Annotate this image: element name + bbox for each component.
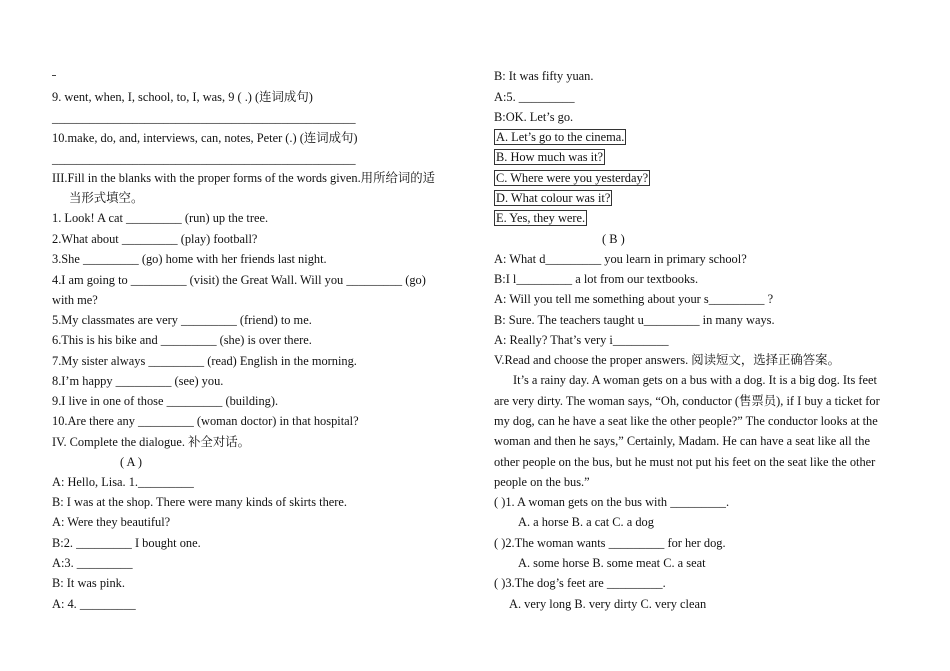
fill-item: 1. Look! A cat _________ (run) up the tree.: [52, 211, 269, 225]
dialogue-b-line: A: Really? That’s very i_________: [494, 333, 669, 347]
fill-item: 6.This is his bike and _________ (she) is over there.: [52, 333, 312, 347]
question-options: A. a horse B. a cat C. a dog: [518, 515, 654, 529]
question-9-reorder: 9. went, when, I, school, to, I, was, 9 ( .) (连词成句): [52, 90, 313, 104]
dialogue-line: B:OK. Let’s go.: [494, 110, 574, 124]
dialogue-line: A:3. _________: [52, 556, 133, 570]
fill-item: 9.I live in one of those _________ (building).: [52, 394, 279, 408]
fill-item: 2.What about _________ (play) football?: [52, 232, 258, 246]
fill-item: 7.My sister always _________ (read) English in the morning.: [52, 354, 357, 368]
option-c: C. Where were you yesterday?: [496, 171, 649, 185]
fill-item: 10.Are there any _________ (woman doctor) in that hospital?: [52, 414, 359, 428]
option-e: E. Yes, they were.: [496, 211, 586, 225]
question-options: A. some horse B. some meat C. a seat: [518, 556, 706, 570]
answer-line-10: _________________________________________________: [52, 152, 356, 166]
dialogue-b-line: B: Sure. The teachers taught u_________ in many ways.: [494, 313, 775, 327]
option-b: B. How much was it?: [496, 150, 604, 164]
question: ( )3.The dog’s feet are _________.: [494, 576, 666, 590]
option-d: D. What colour was it?: [496, 191, 611, 205]
dialogue-b-line: B:I l_________ a lot from our textbooks.: [494, 272, 699, 286]
dialogue-line: A: Were they beautiful?: [52, 515, 171, 529]
fill-item: 5.My classmates are very _________ (friend) to me.: [52, 313, 312, 327]
dialogue-line: B: It was pink.: [52, 576, 125, 590]
section-4-heading: IV. Complete the dialogue. 补全对话。: [52, 435, 250, 449]
dialogue-line: A:5. _________: [494, 90, 575, 104]
fill-item: 4.I am going to _________ (visit) the Great Wall. Will you _________ (go): [52, 273, 426, 287]
passage-line: It’s a rainy day. A woman gets on a bus with a dog. It is a big dog. Its feet: [513, 373, 877, 387]
dialogue-line: B: It was fifty yuan.: [494, 69, 594, 83]
part-a-label: ( A ): [120, 455, 143, 469]
passage-line: my dog, can he have a seat like the other people?” The conductor looks at the: [494, 414, 878, 428]
fill-item: 8.I’m happy _________ (see) you.: [52, 374, 224, 388]
dialogue-line: B: I was at the shop. There were many kinds of skirts there.: [52, 495, 348, 509]
question: ( )1. A woman gets on the bus with _________.: [494, 495, 730, 509]
dialogue-line: B:2. _________ I bought one.: [52, 536, 201, 550]
answer-line-9: _________________________________________________: [52, 111, 356, 125]
passage-line: people on the bus.”: [494, 475, 590, 489]
dialogue-b-line: A: What d_________ you learn in primary school?: [494, 252, 747, 266]
option-a: A. Let’s go to the cinema.: [496, 130, 625, 144]
question-10-reorder: 10.make, do, and, interviews, can, notes, Peter (.) (连词成句): [52, 131, 358, 145]
stray-mark: [52, 75, 56, 76]
fill-item: 3.She _________ (go) home with her friends last night.: [52, 252, 327, 266]
part-b-label: ( B ): [602, 232, 625, 246]
dialogue-line: A: Hello, Lisa. 1._________: [52, 475, 194, 489]
question: ( )2.The woman wants _________ for her dog.: [494, 536, 726, 550]
question-options: A. very long B. very dirty C. very clean: [509, 597, 707, 611]
passage-line: other people on the bus, but he must not put his feet on the seat like the other: [494, 455, 876, 469]
section-5-heading: V.Read and choose the proper answers. 阅读短文，选择正确答案。: [494, 353, 840, 367]
dialogue-line: A: 4. _________: [52, 597, 136, 611]
section-3-heading: III.Fill in the blanks with the proper forms of the words given.用所给词的适: [52, 171, 436, 185]
passage-line: woman and then he says,” Certainly, Madam. He can have a seat like all the: [494, 434, 870, 448]
dialogue-b-line: A: Will you tell me something about your s_________ ?: [494, 292, 774, 306]
passage-line: are very dirty. The woman says, “Oh, conductor (售票员), if I buy a ticket for: [494, 394, 880, 408]
fill-item: with me?: [52, 293, 98, 307]
section-3-heading-cont: 当形式填空。: [69, 191, 144, 205]
